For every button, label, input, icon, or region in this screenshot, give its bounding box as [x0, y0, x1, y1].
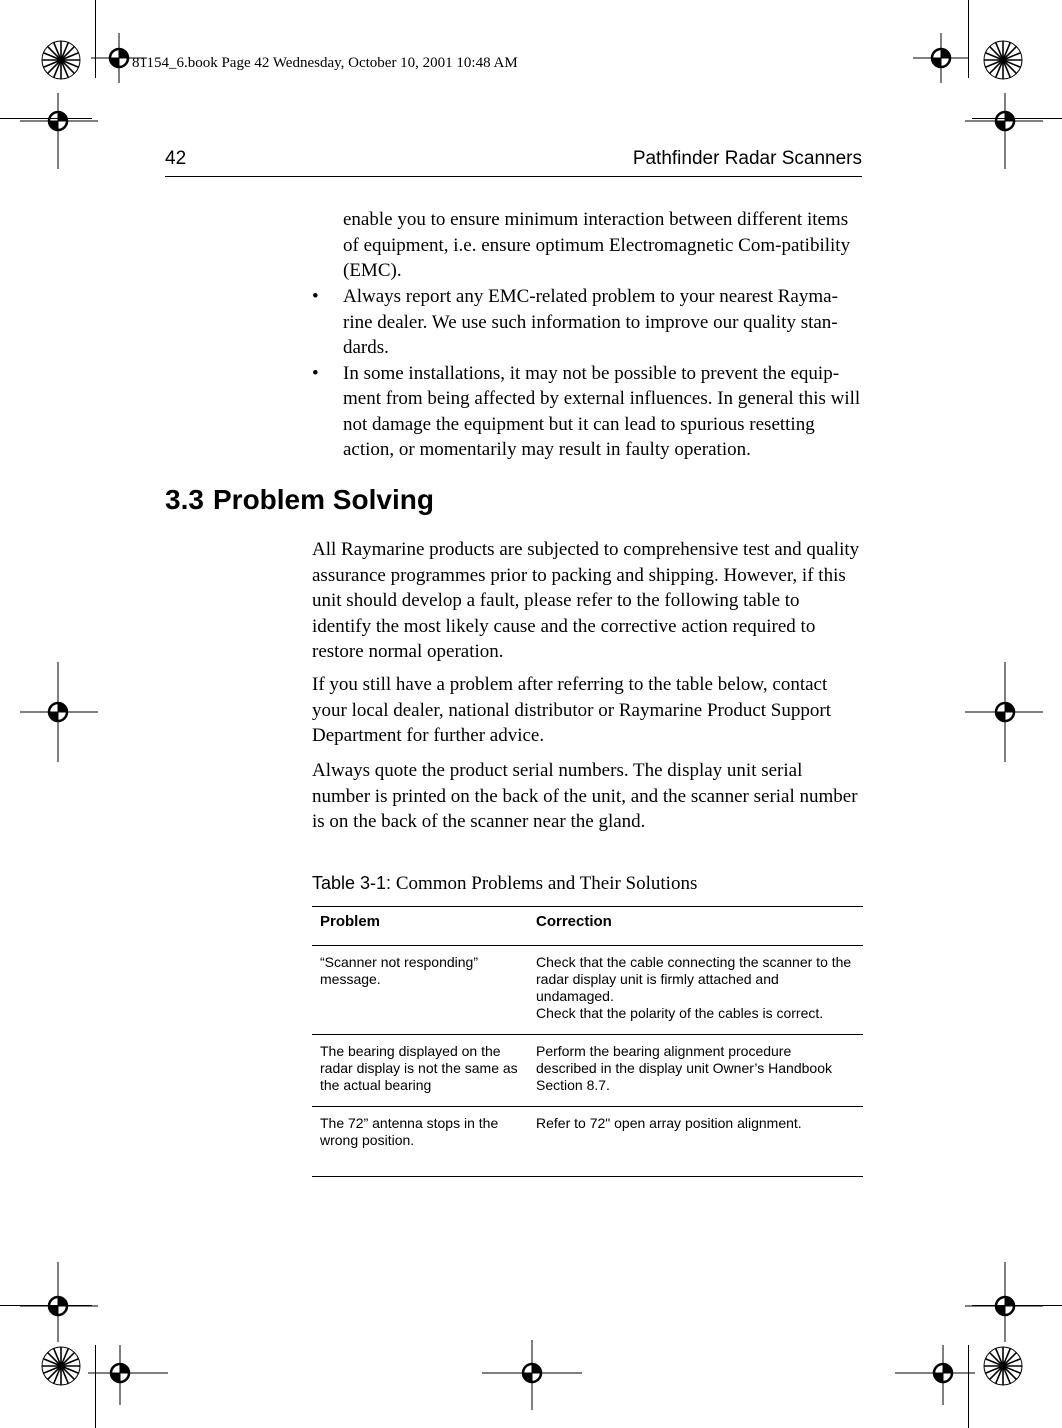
correction-line: Refer to 72" open array position alignment. — [536, 1115, 802, 1131]
registration-mark-icon — [965, 93, 1043, 169]
starburst-target-icon — [41, 40, 81, 80]
bullet-list — [312, 284, 863, 463]
table-row — [312, 1107, 863, 1177]
registration-mark-icon — [965, 1262, 1043, 1342]
registration-mark-icon — [88, 1345, 168, 1405]
bullet-icon: • — [312, 362, 319, 384]
column-header-correction: Correction — [528, 907, 863, 946]
page-number: 42 — [165, 148, 187, 169]
running-title: Pathfinder Radar Scanners — [632, 148, 862, 169]
correction-line: Check that the cable connecting the scanner to the radar display unit is firmly attached and undamaged. — [536, 954, 852, 1004]
table-caption — [312, 873, 697, 895]
correction-line: Perform the bearing alignment procedure described in the display unit Owner’s Handbook Section 8.7. — [536, 1043, 832, 1093]
table-caption-label: Table 3-1: — [312, 873, 392, 893]
bullet-text: Always report any EMC-related problem to your nearest Rayma-rine dealer. We use such information to improve our quality stan-dards. — [343, 286, 838, 358]
bullet-text: In some installations, it may not be possible to prevent the equip-ment from being affected by external influences. In general this will not damage the equipment but it can lead to spurious resetting action, or momentarily may result in faulty operation. — [343, 362, 861, 460]
registration-mark-icon — [895, 1345, 975, 1405]
problem-cell: “Scanner not responding” message. — [312, 946, 528, 1035]
section-number: 3.3 — [165, 484, 204, 515]
registration-mark-icon — [20, 93, 98, 169]
starburst-target-icon — [983, 1346, 1023, 1386]
paragraph: All Raymarine products are subjected to comprehensive test and quality assurance programmes prior to packing and shipping. However, if this unit should develop a fault, please refer to the following table to identify the most likely cause and the corrective action required to restore normal operation. — [312, 539, 860, 662]
starburst-target-icon — [983, 40, 1023, 80]
problem-cell: The 72” antenna stops in the wrong position. — [312, 1107, 528, 1177]
column-header-problem: Problem — [312, 907, 528, 946]
header-rule — [165, 176, 862, 177]
registration-mark-icon — [20, 662, 98, 762]
table-row — [312, 946, 863, 1035]
registration-mark-icon — [913, 33, 969, 83]
table-row — [312, 1035, 863, 1107]
starburst-target-icon — [41, 1346, 81, 1386]
bullet-icon: • — [312, 286, 319, 307]
list-item — [312, 361, 863, 463]
section-heading — [165, 484, 434, 516]
correction-cell — [528, 946, 863, 1035]
problem-cell: The bearing displayed on the radar display is not the same as the actual bearing — [312, 1035, 528, 1107]
table-header-row — [312, 907, 863, 946]
registration-mark-icon — [20, 1262, 98, 1342]
correction-line: Check that the polarity of the cables is correct. — [536, 1005, 824, 1021]
list-item — [312, 284, 863, 361]
registration-mark-icon — [965, 662, 1043, 762]
registration-mark-icon — [482, 1340, 582, 1410]
intro-paragraph: enable you to ensure minimum interaction between different items of equipment, i.e. ensure optimum Electromagnetic Com-patibility (EMC). — [343, 209, 851, 281]
paragraph: Always quote the product serial numbers. The display unit serial number is printed on the back of the unit, and the scanner serial number is on the back of the scanner near the gland. — [312, 760, 858, 832]
problem-table — [312, 906, 863, 1177]
print-slug: 81154_6.book Page 42 Wednesday, October 10, 2001 10:48 AM — [132, 55, 518, 71]
correction-cell — [528, 1035, 863, 1107]
paragraph: If you still have a problem after referring to the table below, contact your local dealer, national distributor or Raymarine Product Support Department for further advice. — [312, 674, 831, 746]
table-caption-text: Common Problems and Their Solutions — [395, 873, 698, 894]
correction-cell — [528, 1107, 863, 1177]
section-title: Problem Solving — [213, 484, 434, 515]
